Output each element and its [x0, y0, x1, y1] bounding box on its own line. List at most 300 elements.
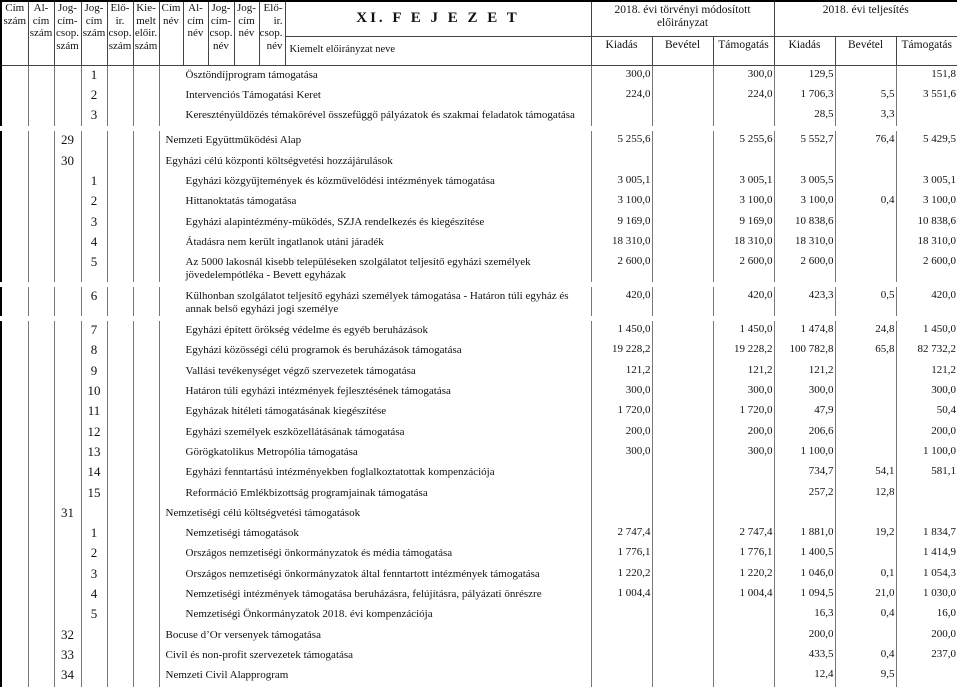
cell-kiadas-2: 3 100,0 — [774, 192, 835, 212]
table-row — [1, 341, 957, 361]
cell-alcim-szam — [28, 341, 54, 361]
cell-cim-szam — [1, 65, 28, 86]
cell-kiadas-1: 200,0 — [591, 423, 652, 443]
cell-kiemelt-eloir-szam — [133, 362, 159, 382]
cell-alcim-szam — [28, 362, 54, 382]
cell-kiemelt-eloiranyzat-neve: Nemzetiségi célú költségvetési támogatások — [159, 504, 591, 524]
cell-jogcimcsop-szam: 33 — [54, 646, 81, 666]
cell-jogcim-szam — [81, 666, 107, 686]
cell-bevetel-2: 0,5 — [835, 287, 896, 316]
cell-bevetel-1 — [652, 362, 713, 382]
cell-alcim-szam — [28, 152, 54, 172]
cell-kiadas-1: 224,0 — [591, 86, 652, 106]
cell-eloir-csop-szam — [107, 362, 133, 382]
cell-tamogatas-2: 3 551,6 — [896, 86, 957, 106]
cell-kiemelt-eloir-szam — [133, 341, 159, 361]
cell-bevetel-1 — [652, 646, 713, 666]
cell-kiemelt-eloir-szam — [133, 192, 159, 212]
cell-alcim-szam — [28, 382, 54, 402]
cell-eloir-csop-szam — [107, 565, 133, 585]
cell-jogcim-szam: 1 — [81, 524, 107, 544]
cell-kiemelt-eloir-szam — [133, 402, 159, 422]
cell-kiadas-1 — [591, 605, 652, 625]
cell-tamogatas-1: 18 310,0 — [713, 233, 774, 253]
cell-kiadas-2: 1 474,8 — [774, 321, 835, 341]
cell-kiadas-2: 206,6 — [774, 423, 835, 443]
cell-tamogatas-2: 82 732,2 — [896, 341, 957, 361]
cell-tamogatas-1: 1 004,4 — [713, 585, 774, 605]
cell-tamogatas-1: 2 600,0 — [713, 253, 774, 282]
chapter-title: XI. F E J E Z E T — [285, 1, 591, 36]
cell-kiadas-2: 47,9 — [774, 402, 835, 422]
cell-eloir-csop-szam — [107, 131, 133, 151]
cell-bevetel-1 — [652, 423, 713, 443]
cell-bevetel-2: 19,2 — [835, 524, 896, 544]
cell-tamogatas-2: 1 030,0 — [896, 585, 957, 605]
cell-jogcimcsop-szam: 34 — [54, 666, 81, 686]
cell-kiemelt-eloir-szam — [133, 443, 159, 463]
cell-alcim-szam — [28, 86, 54, 106]
cell-kiadas-1 — [591, 484, 652, 504]
cell-kiadas-1 — [591, 646, 652, 666]
cell-cim-szam — [1, 585, 28, 605]
cell-bevetel-2: 21,0 — [835, 585, 896, 605]
cell-eloir-csop-szam — [107, 253, 133, 282]
cell-bevetel-2 — [835, 152, 896, 172]
cell-bevetel-2 — [835, 253, 896, 282]
col-cim-nev: Cím név — [159, 1, 183, 65]
cell-eloir-csop-szam — [107, 423, 133, 443]
cell-bevetel-2 — [835, 402, 896, 422]
cell-bevetel-1 — [652, 106, 713, 126]
cell-kiadas-1: 300,0 — [591, 443, 652, 463]
cell-kiadas-2: 257,2 — [774, 484, 835, 504]
cell-bevetel-1 — [652, 605, 713, 625]
cell-cim-szam — [1, 362, 28, 382]
cell-kiadas-2: 5 552,7 — [774, 131, 835, 151]
cell-kiadas-1 — [591, 626, 652, 646]
cell-cim-szam — [1, 463, 28, 483]
cell-cim-szam — [1, 86, 28, 106]
cell-jogcim-szam: 7 — [81, 321, 107, 341]
cell-jogcim-szam: 1 — [81, 172, 107, 192]
cell-alcim-szam — [28, 321, 54, 341]
cell-jogcimcsop-szam — [54, 585, 81, 605]
cell-kiemelt-eloir-szam — [133, 65, 159, 86]
cell-tamogatas-2: 300,0 — [896, 382, 957, 402]
cell-kiadas-1: 19 228,2 — [591, 341, 652, 361]
cell-bevetel-1 — [652, 666, 713, 686]
table-row — [1, 605, 957, 625]
cell-tamogatas-1: 9 169,0 — [713, 213, 774, 233]
cell-kiemelt-eloir-szam — [133, 423, 159, 443]
cell-kiadas-1: 9 169,0 — [591, 213, 652, 233]
table-row — [1, 423, 957, 443]
cell-kiadas-1: 18 310,0 — [591, 233, 652, 253]
cell-eloir-csop-szam — [107, 341, 133, 361]
cell-bevetel-2 — [835, 443, 896, 463]
cell-bevetel-1 — [652, 463, 713, 483]
cell-kiemelt-eloir-szam — [133, 86, 159, 106]
cell-eloir-csop-szam — [107, 287, 133, 316]
col-alcim-nev: Al-cím név — [183, 1, 208, 65]
cell-cim-szam — [1, 666, 28, 686]
cell-kiadas-1 — [591, 666, 652, 686]
cell-kiadas-2: 28,5 — [774, 106, 835, 126]
cell-jogcimcsop-szam — [54, 106, 81, 126]
cell-kiemelt-eloir-szam — [133, 646, 159, 666]
cell-kiemelt-eloiranyzat-neve: Egyházak hitéleti támogatásának kiegészítése — [159, 402, 591, 422]
cell-bevetel-1 — [652, 213, 713, 233]
cell-jogcimcsop-szam — [54, 382, 81, 402]
cell-kiadas-2: 300,0 — [774, 382, 835, 402]
cell-eloir-csop-szam — [107, 626, 133, 646]
cell-kiadas-2: 18 310,0 — [774, 233, 835, 253]
col-kiemelt-eloir-szam: Kie-melt előir. szám — [133, 1, 159, 65]
col-eloir-csop-szam: Elő-ir. csop. szám — [107, 1, 133, 65]
cell-alcim-szam — [28, 172, 54, 192]
cell-eloir-csop-szam — [107, 172, 133, 192]
cell-kiemelt-eloiranyzat-neve: Nemzetiségi támogatások — [159, 524, 591, 544]
cell-kiemelt-eloiranyzat-neve: Egyházi épített örökség védelme és egyéb beruházások — [159, 321, 591, 341]
cell-tamogatas-2: 16,0 — [896, 605, 957, 625]
cell-cim-szam — [1, 544, 28, 564]
cell-kiemelt-eloiranyzat-neve: Egyházi közgyűjtemények és közművelődési intézmények támogatása — [159, 172, 591, 192]
cell-kiadas-2: 121,2 — [774, 362, 835, 382]
cell-alcim-szam — [28, 253, 54, 282]
cell-tamogatas-1 — [713, 152, 774, 172]
cell-kiadas-1: 2 747,4 — [591, 524, 652, 544]
cell-kiemelt-eloir-szam — [133, 484, 159, 504]
cell-eloir-csop-szam — [107, 106, 133, 126]
cell-tamogatas-2: 1 100,0 — [896, 443, 957, 463]
group-header-teljesites: 2018. évi teljesítés — [774, 1, 957, 36]
cell-kiemelt-eloiranyzat-neve: Nemzeti Civil Alapprogram — [159, 666, 591, 686]
cell-jogcim-szam — [81, 504, 107, 524]
cell-kiemelt-eloiranyzat-neve: Országos nemzetiségi önkormányzatok által fenntartott intézmények támogatása — [159, 565, 591, 585]
cell-bevetel-1 — [652, 131, 713, 151]
cell-bevetel-2 — [835, 504, 896, 524]
cell-kiemelt-eloir-szam — [133, 585, 159, 605]
cell-kiemelt-eloir-szam — [133, 213, 159, 233]
cell-eloir-csop-szam — [107, 605, 133, 625]
cell-kiemelt-eloiranyzat-neve: Vallási tevékenységet végző szervezetek támogatása — [159, 362, 591, 382]
table-row — [1, 253, 957, 282]
cell-jogcim-szam: 3 — [81, 565, 107, 585]
cell-tamogatas-1: 1 776,1 — [713, 544, 774, 564]
cell-eloir-csop-szam — [107, 524, 133, 544]
cell-bevetel-1 — [652, 402, 713, 422]
cell-jogcimcsop-szam — [54, 484, 81, 504]
cell-jogcim-szam: 5 — [81, 605, 107, 625]
cell-tamogatas-1 — [713, 484, 774, 504]
cell-jogcim-szam: 4 — [81, 585, 107, 605]
cell-cim-szam — [1, 213, 28, 233]
cell-tamogatas-2: 1 450,0 — [896, 321, 957, 341]
cell-kiemelt-eloir-szam — [133, 321, 159, 341]
col-kiadas-1: Kiadás — [591, 36, 652, 65]
cell-alcim-szam — [28, 504, 54, 524]
cell-cim-szam — [1, 172, 28, 192]
table-row — [1, 484, 957, 504]
cell-tamogatas-1: 300,0 — [713, 65, 774, 86]
cell-tamogatas-1: 1 220,2 — [713, 565, 774, 585]
cell-kiadas-2 — [774, 504, 835, 524]
cell-cim-szam — [1, 287, 28, 316]
cell-jogcim-szam: 3 — [81, 213, 107, 233]
cell-bevetel-2: 54,1 — [835, 463, 896, 483]
cell-kiadas-1 — [591, 504, 652, 524]
cell-cim-szam — [1, 402, 28, 422]
cell-jogcimcsop-szam — [54, 65, 81, 86]
cell-tamogatas-1 — [713, 504, 774, 524]
cell-jogcim-szam: 2 — [81, 192, 107, 212]
col-kiadas-2: Kiadás — [774, 36, 835, 65]
cell-kiemelt-eloiranyzat-neve: Ösztöndíjprogram támogatása — [159, 65, 591, 86]
cell-kiadas-2: 1 046,0 — [774, 565, 835, 585]
table-row — [1, 524, 957, 544]
cell-eloir-csop-szam — [107, 443, 133, 463]
cell-kiadas-1 — [591, 106, 652, 126]
cell-kiadas-1: 3 005,1 — [591, 172, 652, 192]
cell-kiadas-2: 1 094,5 — [774, 585, 835, 605]
cell-kiemelt-eloir-szam — [133, 152, 159, 172]
cell-jogcimcsop-szam — [54, 362, 81, 382]
cell-tamogatas-1: 200,0 — [713, 423, 774, 443]
cell-alcim-szam — [28, 524, 54, 544]
cell-jogcim-szam: 12 — [81, 423, 107, 443]
cell-eloir-csop-szam — [107, 152, 133, 172]
cell-kiemelt-eloiranyzat-neve: Görögkatolikus Metropólia támogatása — [159, 443, 591, 463]
cell-jogcim-szam: 4 — [81, 233, 107, 253]
table-row — [1, 152, 957, 172]
col-bevetel-2: Bevétel — [835, 36, 896, 65]
cell-jogcimcsop-szam — [54, 443, 81, 463]
cell-bevetel-1 — [652, 233, 713, 253]
cell-tamogatas-2: 1 414,9 — [896, 544, 957, 564]
cell-cim-szam — [1, 192, 28, 212]
col-bevetel-1: Bevétel — [652, 36, 713, 65]
cell-jogcim-szam: 2 — [81, 86, 107, 106]
cell-bevetel-1 — [652, 443, 713, 463]
cell-jogcimcsop-szam — [54, 192, 81, 212]
cell-bevetel-2: 0,1 — [835, 565, 896, 585]
cell-eloir-csop-szam — [107, 213, 133, 233]
cell-bevetel-2: 65,8 — [835, 341, 896, 361]
cell-tamogatas-1 — [713, 463, 774, 483]
cell-kiadas-2: 1 100,0 — [774, 443, 835, 463]
cell-tamogatas-1: 300,0 — [713, 382, 774, 402]
cell-bevetel-1 — [652, 253, 713, 282]
table-row — [1, 463, 957, 483]
cell-tamogatas-2: 1 054,3 — [896, 565, 957, 585]
cell-jogcim-szam — [81, 626, 107, 646]
cell-jogcim-szam: 14 — [81, 463, 107, 483]
cell-kiadas-2: 423,3 — [774, 287, 835, 316]
table-row — [1, 382, 957, 402]
cell-bevetel-2: 5,5 — [835, 86, 896, 106]
cell-kiemelt-eloir-szam — [133, 131, 159, 151]
cell-eloir-csop-szam — [107, 646, 133, 666]
cell-eloir-csop-szam — [107, 321, 133, 341]
cell-alcim-szam — [28, 646, 54, 666]
cell-kiadas-1: 5 255,6 — [591, 131, 652, 151]
cell-bevetel-1 — [652, 524, 713, 544]
cell-tamogatas-2: 10 838,6 — [896, 213, 957, 233]
cell-cim-szam — [1, 484, 28, 504]
cell-eloir-csop-szam — [107, 504, 133, 524]
cell-bevetel-2 — [835, 65, 896, 86]
cell-kiemelt-eloiranyzat-neve: Határon túli egyházi intézmények fejlesztésének támogatása — [159, 382, 591, 402]
cell-kiadas-2: 16,3 — [774, 605, 835, 625]
cell-cim-szam — [1, 605, 28, 625]
cell-jogcim-szam — [81, 646, 107, 666]
col-cim-szam: Cím szám — [1, 1, 28, 65]
cell-alcim-szam — [28, 192, 54, 212]
cell-jogcimcsop-szam: 31 — [54, 504, 81, 524]
cell-kiadas-1: 3 100,0 — [591, 192, 652, 212]
cell-bevetel-1 — [652, 152, 713, 172]
cell-kiadas-1: 420,0 — [591, 287, 652, 316]
cell-kiadas-1: 300,0 — [591, 65, 652, 86]
cell-kiadas-2: 2 600,0 — [774, 253, 835, 282]
cell-jogcimcsop-szam — [54, 565, 81, 585]
cell-cim-szam — [1, 382, 28, 402]
cell-kiadas-1: 300,0 — [591, 382, 652, 402]
cell-kiadas-2: 3 005,5 — [774, 172, 835, 192]
col-jogcimcsop-szam: Jog-cím-csop. szám — [54, 1, 81, 65]
cell-alcim-szam — [28, 443, 54, 463]
cell-kiemelt-eloiranyzat-neve: Nemzetiségi Önkormányzatok 2018. évi kompenzációja — [159, 605, 591, 625]
cell-tamogatas-2 — [896, 152, 957, 172]
cell-bevetel-2: 9,5 — [835, 666, 896, 686]
group-header-eloiranyzat: 2018. évi törvényi módosított előirányzat — [591, 1, 774, 36]
cell-kiadas-1: 1 004,4 — [591, 585, 652, 605]
cell-kiadas-2: 10 838,6 — [774, 213, 835, 233]
cell-jogcim-szam: 11 — [81, 402, 107, 422]
col-eloir-csop-nev: Elő-ir. csop. név — [259, 1, 285, 65]
table-row — [1, 544, 957, 564]
cell-tamogatas-2 — [896, 484, 957, 504]
cell-tamogatas-1 — [713, 666, 774, 686]
cell-jogcimcsop-szam — [54, 253, 81, 282]
cell-kiadas-2: 734,7 — [774, 463, 835, 483]
cell-alcim-szam — [28, 131, 54, 151]
cell-alcim-szam — [28, 484, 54, 504]
cell-kiadas-2: 1 881,0 — [774, 524, 835, 544]
cell-jogcim-szam: 5 — [81, 253, 107, 282]
cell-tamogatas-1: 5 255,6 — [713, 131, 774, 151]
table-row — [1, 287, 957, 316]
cell-kiemelt-eloiranyzat-neve: Külhonban szolgálatot teljesítő egyházi személyek támogatása - Határon túli egyház és annak belső egyházi jogi személye — [159, 287, 591, 316]
table-row — [1, 585, 957, 605]
cell-bevetel-1 — [652, 484, 713, 504]
table-row — [1, 362, 957, 382]
table-row — [1, 402, 957, 422]
cell-tamogatas-2 — [896, 106, 957, 126]
cell-kiemelt-eloiranyzat-neve: Egyházi célú központi költségvetési hozzájárulások — [159, 152, 591, 172]
cell-cim-szam — [1, 152, 28, 172]
cell-eloir-csop-szam — [107, 544, 133, 564]
cell-alcim-szam — [28, 626, 54, 646]
cell-cim-szam — [1, 443, 28, 463]
cell-kiemelt-eloir-szam — [133, 463, 159, 483]
cell-kiemelt-eloiranyzat-neve: Országos nemzetiségi önkormányzatok és média támogatása — [159, 544, 591, 564]
col-jogcimcsop-nev: Jog-cím-csop. név — [208, 1, 234, 65]
cell-alcim-szam — [28, 402, 54, 422]
cell-tamogatas-2: 151,8 — [896, 65, 957, 86]
cell-tamogatas-2 — [896, 666, 957, 686]
cell-kiemelt-eloir-szam — [133, 666, 159, 686]
cell-cim-szam — [1, 106, 28, 126]
table-header — [1, 1, 957, 65]
cell-kiadas-1 — [591, 152, 652, 172]
cell-bevetel-2 — [835, 544, 896, 564]
cell-tamogatas-2: 121,2 — [896, 362, 957, 382]
cell-tamogatas-1 — [713, 605, 774, 625]
cell-kiadas-2 — [774, 152, 835, 172]
cell-bevetel-2: 12,8 — [835, 484, 896, 504]
cell-kiemelt-eloir-szam — [133, 524, 159, 544]
cell-jogcimcsop-szam — [54, 402, 81, 422]
cell-cim-szam — [1, 253, 28, 282]
cell-kiemelt-eloir-szam — [133, 253, 159, 282]
cell-tamogatas-2: 18 310,0 — [896, 233, 957, 253]
cell-tamogatas-1: 420,0 — [713, 287, 774, 316]
cell-kiadas-2: 129,5 — [774, 65, 835, 86]
cell-bevetel-2: 0,4 — [835, 605, 896, 625]
cell-jogcim-szam: 1 — [81, 65, 107, 86]
cell-bevetel-2 — [835, 626, 896, 646]
table-row — [1, 65, 957, 86]
cell-kiadas-2: 100 782,8 — [774, 341, 835, 361]
cell-jogcimcsop-szam: 29 — [54, 131, 81, 151]
cell-alcim-szam — [28, 106, 54, 126]
cell-jogcim-szam: 6 — [81, 287, 107, 316]
cell-jogcimcsop-szam — [54, 463, 81, 483]
cell-eloir-csop-szam — [107, 65, 133, 86]
cell-alcim-szam — [28, 287, 54, 316]
cell-bevetel-1 — [652, 65, 713, 86]
kiemelt-eloiranyzat-label: Kiemelt előirányzat neve — [285, 36, 591, 65]
cell-bevetel-2 — [835, 172, 896, 192]
cell-eloir-csop-szam — [107, 484, 133, 504]
cell-eloir-csop-szam — [107, 86, 133, 106]
cell-bevetel-1 — [652, 544, 713, 564]
col-alcim-szam: Al-cím szám — [28, 1, 54, 65]
cell-eloir-csop-szam — [107, 192, 133, 212]
cell-bevetel-2: 0,4 — [835, 646, 896, 666]
cell-jogcim-szam: 2 — [81, 544, 107, 564]
cell-kiemelt-eloiranyzat-neve: Egyházi közösségi célú programok és beruházások támogatása — [159, 341, 591, 361]
cell-tamogatas-1: 121,2 — [713, 362, 774, 382]
cell-bevetel-2: 3,3 — [835, 106, 896, 126]
table-row — [1, 233, 957, 253]
cell-kiemelt-eloiranyzat-neve: Bocuse d’Or versenyek támogatása — [159, 626, 591, 646]
cell-kiemelt-eloiranyzat-neve: Átadásra nem került ingatlanok utáni járadék — [159, 233, 591, 253]
cell-tamogatas-2: 2 600,0 — [896, 253, 957, 282]
cell-bevetel-1 — [652, 86, 713, 106]
cell-bevetel-1 — [652, 585, 713, 605]
cell-alcim-szam — [28, 233, 54, 253]
col-tamogatas-1: Támogatás — [713, 36, 774, 65]
cell-eloir-csop-szam — [107, 402, 133, 422]
cell-cim-szam — [1, 341, 28, 361]
cell-jogcimcsop-szam — [54, 213, 81, 233]
cell-tamogatas-1: 1 720,0 — [713, 402, 774, 422]
col-jogcim-nev: Jog-cím név — [234, 1, 259, 65]
cell-alcim-szam — [28, 544, 54, 564]
